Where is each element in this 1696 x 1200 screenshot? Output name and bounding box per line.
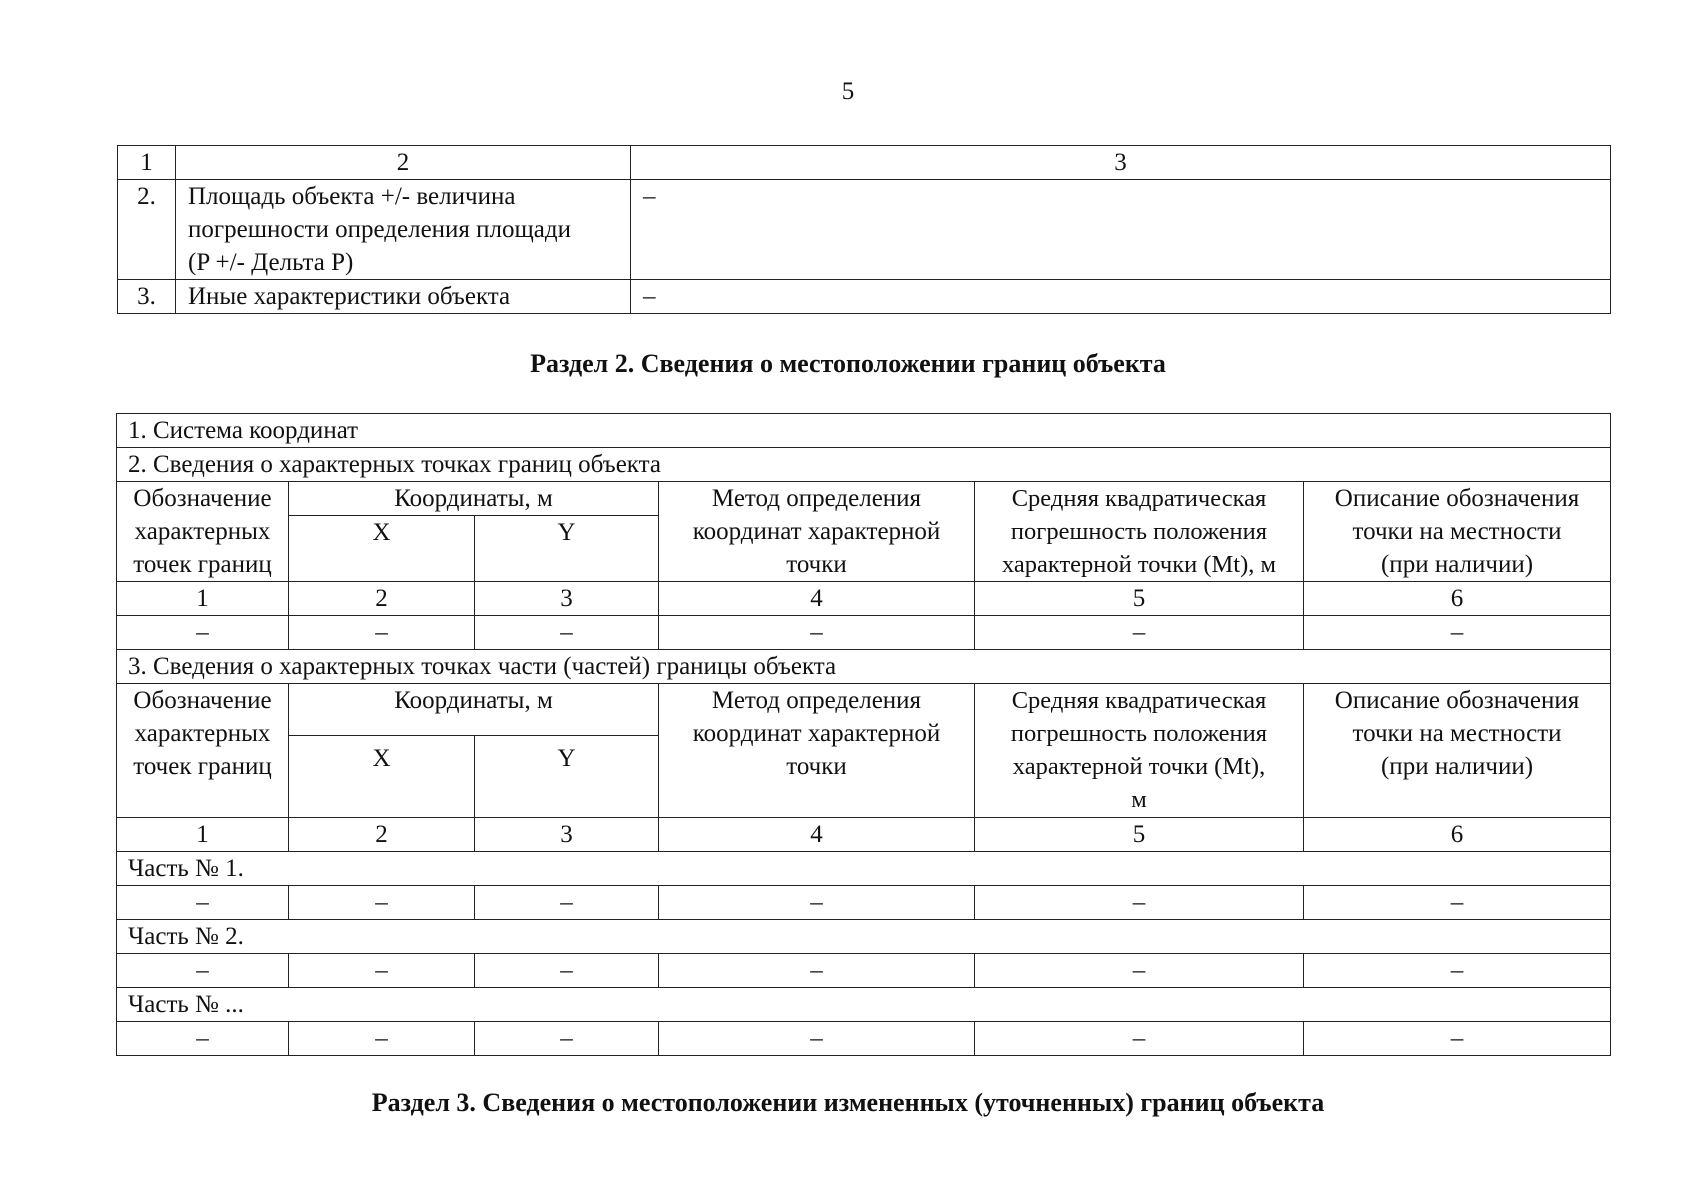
empty-value-cell: – bbox=[117, 616, 289, 650]
column-number: 2 bbox=[289, 818, 475, 852]
y-header: Y bbox=[475, 736, 659, 818]
table-row bbox=[118, 280, 1611, 314]
table-header-row bbox=[118, 146, 1611, 180]
header-line: Описание обозначения bbox=[1334, 485, 1580, 512]
part-label-row bbox=[117, 852, 1611, 886]
point-designation-header bbox=[117, 684, 289, 818]
description-header bbox=[1304, 482, 1611, 582]
row-label-line: Иные характеристики объекта bbox=[188, 283, 511, 310]
object-characteristics-table bbox=[117, 145, 1611, 314]
x-header: X bbox=[289, 516, 475, 582]
column-number: 6 bbox=[1304, 582, 1611, 616]
coordinate-system-row bbox=[117, 414, 1611, 448]
empty-value-cell: – bbox=[117, 954, 289, 988]
header-line: (при наличии) bbox=[1380, 551, 1534, 578]
header-line: Средняя квадратическая bbox=[1011, 687, 1267, 714]
section-3-title: Раздел 3. Сведения о местоположении измененных (уточненных) границ объекта bbox=[371, 1088, 1325, 1117]
row-label bbox=[176, 280, 631, 314]
table-row bbox=[117, 616, 1611, 650]
header-line: характерных bbox=[134, 720, 271, 747]
y-header: Y bbox=[475, 516, 659, 582]
row-value: – bbox=[631, 180, 1611, 280]
empty-value-cell: – bbox=[975, 616, 1304, 650]
column-number: 2 bbox=[289, 582, 475, 616]
header-line: координат характерной bbox=[692, 518, 941, 545]
header-line: точек границ bbox=[133, 551, 272, 578]
header-line: характерных bbox=[134, 518, 271, 545]
row-value: – bbox=[631, 280, 1611, 314]
column-number: 3 bbox=[475, 818, 659, 852]
column-number: 5 bbox=[975, 818, 1304, 852]
empty-value-cell: – bbox=[659, 954, 975, 988]
empty-value-cell: – bbox=[975, 886, 1304, 920]
column-number: 6 bbox=[1304, 818, 1611, 852]
mean-square-error-header bbox=[975, 482, 1304, 582]
row-label bbox=[176, 180, 631, 280]
empty-value-cell: – bbox=[1304, 1022, 1611, 1056]
header-line: м bbox=[1131, 786, 1147, 813]
column-number: 5 bbox=[975, 582, 1304, 616]
table-row bbox=[117, 954, 1611, 988]
row-label-line: (P +/- Дельта P) bbox=[188, 249, 354, 276]
header-cell: 3 bbox=[631, 146, 1611, 180]
boundary-points-table bbox=[116, 413, 1611, 1056]
row-number: 3. bbox=[118, 280, 176, 314]
empty-value-cell: – bbox=[659, 886, 975, 920]
header-line: точки на местности bbox=[1352, 518, 1562, 545]
section-2-title: Раздел 2. Сведения о местоположении границ объекта bbox=[530, 349, 1166, 378]
block3-header-row bbox=[117, 684, 1611, 736]
empty-value-cell: – bbox=[289, 1022, 475, 1056]
block-title-row bbox=[117, 448, 1611, 482]
header-line: Описание обозначения bbox=[1334, 687, 1580, 714]
empty-value-cell: – bbox=[659, 1022, 975, 1056]
method-header bbox=[659, 684, 975, 818]
block-title-row bbox=[117, 650, 1611, 684]
header-line: характерной точки (Mt), м bbox=[1001, 551, 1277, 578]
block2-title: 2. Сведения о характерных точках границ объекта bbox=[117, 448, 1611, 482]
column-number: 1 bbox=[117, 818, 289, 852]
empty-value-cell: – bbox=[975, 954, 1304, 988]
header-line: Метод определения bbox=[711, 687, 922, 714]
x-header: X bbox=[289, 736, 475, 818]
block3-title: 3. Сведения о характерных точках части (частей) границы объекта bbox=[117, 650, 1611, 684]
empty-value-cell: – bbox=[117, 1022, 289, 1056]
point-designation-header bbox=[117, 482, 289, 582]
column-numbers-row bbox=[117, 818, 1611, 852]
empty-value-cell: – bbox=[659, 616, 975, 650]
part-label: Часть № ... bbox=[117, 988, 1611, 1022]
coordinates-header: Координаты, м bbox=[289, 482, 659, 516]
empty-value-cell: – bbox=[289, 616, 475, 650]
empty-value-cell: – bbox=[289, 954, 475, 988]
column-numbers-row bbox=[117, 582, 1611, 616]
empty-value-cell: – bbox=[475, 616, 659, 650]
method-header bbox=[659, 482, 975, 582]
table-row bbox=[117, 886, 1611, 920]
empty-value-cell: – bbox=[1304, 616, 1611, 650]
mean-square-error-header bbox=[975, 684, 1304, 818]
header-line: точки bbox=[786, 753, 847, 780]
description-header bbox=[1304, 684, 1611, 818]
column-number: 4 bbox=[659, 818, 975, 852]
row-label-line: Площадь объекта +/- величина bbox=[188, 183, 516, 210]
empty-value-cell: – bbox=[1304, 954, 1611, 988]
part-label: Часть № 2. bbox=[117, 920, 1611, 954]
header-line: точки bbox=[786, 551, 847, 578]
table-row bbox=[117, 1022, 1611, 1056]
coordinate-system-label: 1. Система координат bbox=[117, 414, 1611, 448]
header-line: погрешность положения bbox=[1010, 518, 1268, 545]
block2-header-row bbox=[117, 482, 1611, 516]
column-number: 3 bbox=[475, 582, 659, 616]
column-number: 1 bbox=[117, 582, 289, 616]
part-label: Часть № 1. bbox=[117, 852, 1611, 886]
part-label-row bbox=[117, 988, 1611, 1022]
row-label-line: погрешности определения площади bbox=[188, 216, 571, 243]
column-number: 4 bbox=[659, 582, 975, 616]
empty-value-cell: – bbox=[475, 1022, 659, 1056]
header-line: точки на местности bbox=[1352, 720, 1562, 747]
header-line: Обозначение bbox=[133, 687, 272, 714]
header-cell: 2 bbox=[176, 146, 631, 180]
row-number: 2. bbox=[118, 180, 176, 280]
page-number: 5 bbox=[841, 78, 855, 105]
header-line: координат характерной bbox=[692, 720, 941, 747]
empty-value-cell: – bbox=[117, 886, 289, 920]
empty-value-cell: – bbox=[1304, 886, 1611, 920]
table-row bbox=[118, 180, 1611, 280]
header-line: точек границ bbox=[133, 753, 272, 780]
empty-value-cell: – bbox=[289, 886, 475, 920]
header-line: Средняя квадратическая bbox=[1011, 485, 1267, 512]
header-line: Обозначение bbox=[133, 485, 272, 512]
header-cell: 1 bbox=[118, 146, 176, 180]
empty-value-cell: – bbox=[975, 1022, 1304, 1056]
part-label-row bbox=[117, 920, 1611, 954]
header-line: Метод определения bbox=[711, 485, 922, 512]
header-line: погрешность положения bbox=[1010, 720, 1268, 747]
coordinates-header: Координаты, м bbox=[289, 684, 659, 736]
header-line: характерной точки (Mt), bbox=[1012, 753, 1266, 780]
header-line: (при наличии) bbox=[1380, 753, 1534, 780]
empty-value-cell: – bbox=[475, 954, 659, 988]
empty-value-cell: – bbox=[475, 886, 659, 920]
